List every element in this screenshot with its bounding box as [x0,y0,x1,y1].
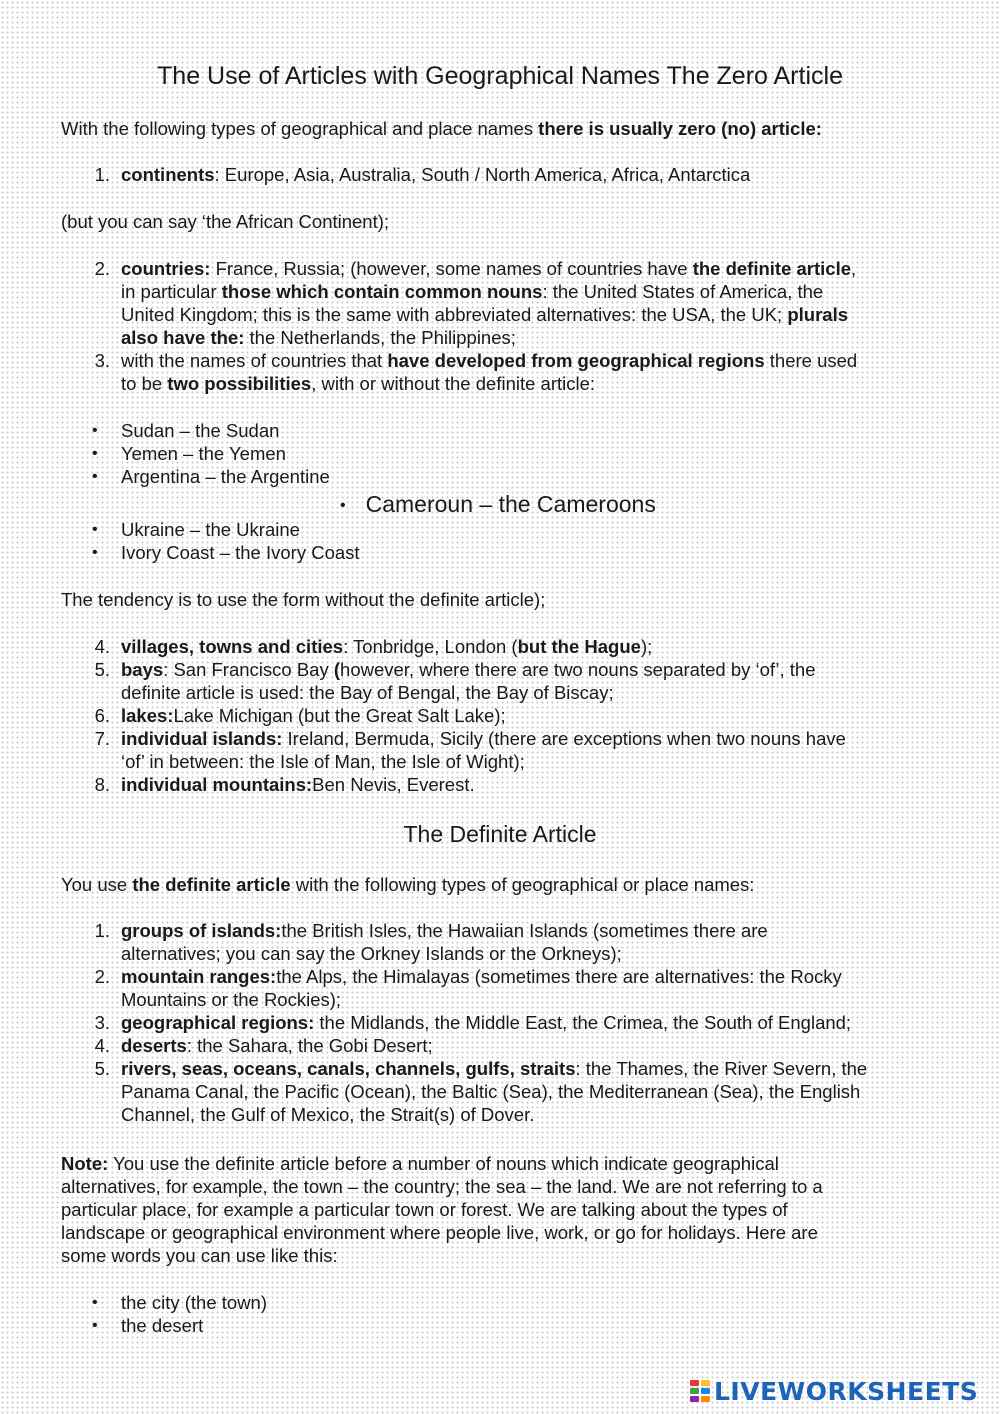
note-paragraph: (but you can say ‘the African Continent); [61,211,390,232]
list-number: 5. [94,1058,110,1079]
list-number: 1. [94,164,110,185]
logo-grid-icon [690,1380,710,1402]
list-item: bays: San Francisco Bay (however, where there are two nouns separated by ‘of’, the [121,659,816,680]
note-label: Note: [61,1153,109,1174]
list-number: 8. [94,774,110,795]
list-number: 3. [94,1012,110,1033]
note-line: Note: You use the definite article before a number of nouns which indicate geographical [61,1153,779,1174]
section-title: The Definite Article [403,821,597,847]
list-item: individual islands: Ireland, Bermuda, Sicily (there are exceptions when two nouns have [121,728,846,749]
list-number: 3. [94,350,110,371]
list-item: Sudan – the Sudan [121,420,280,441]
list-item-line: definite article is used: the Bay of Bengal, the Bay of Biscay; [121,682,614,703]
list-item: continents: Europe, Asia, Australia, South / North America, Africa, Antarctica [121,164,751,185]
bullet-icon: • [92,521,98,538]
list-item-line: United Kingdom; this is the same with abbreviated alternatives: the USA, the UK; plurals [121,304,849,325]
list-number: 5. [94,659,110,680]
list-item-line: Channel, the Gulf of Mexico, the Strait(s) of Dover. [121,1104,535,1125]
definite-intro-paragraph: You use the definite article with the following types of geographical or place names: [61,874,755,895]
page-title: The Use of Articles with Geographical Names The Zero Article [157,62,843,90]
note-line: alternatives, for example, the town – the country; the sea – the land. We are not referring to a [61,1176,823,1197]
list-number: 1. [94,920,110,941]
list-item: Argentina – the Argentine [121,466,330,487]
bullet-icon: • [340,497,346,514]
list-item-line: ‘of’ in between: the Isle of Man, the Isle of Wight); [121,751,525,772]
list-item-line: also have the: the Netherlands, the Philippines; [121,327,516,348]
list-item-line: in particular those which contain common nouns: the United States of America, the [121,281,824,302]
intro-paragraph [61,118,822,140]
list-item: the desert [121,1315,204,1336]
list-item: Ivory Coast – the Ivory Coast [121,542,360,563]
list-item-large: • Cameroun – the Cameroons [340,491,656,517]
list-number: 4. [94,1035,110,1056]
list-item: the city (the town) [121,1292,268,1313]
list-item-line: alternatives; you can say the Orkney Islands or the Orkneys); [121,943,622,964]
list-number: 7. [94,728,110,749]
bullet-icon: • [92,422,98,439]
bullet-icon: • [92,544,98,561]
list-item: lakes:Lake Michigan (but the Great Salt Lake); [121,705,506,726]
list-item-line: to be two possibilities, with or without the definite article: [121,373,596,394]
list-item: Yemen – the Yemen [121,443,286,464]
intro-text: With the following types of geographical and place names [61,118,539,139]
intro-bold: there is usually zero (no) article: [538,118,822,139]
list-item: countries: France, Russia; (however, some names of countries have the definite article, [121,258,857,279]
list-item-line: Mountains or the Rockies); [121,989,342,1010]
list-item: villages, towns and cities: Tonbridge, London (but the Hague); [121,636,653,657]
liveworksheets-logo[interactable] [690,1374,978,1408]
bullet-icon: • [92,468,98,485]
list-item: deserts: the Sahara, the Gobi Desert; [121,1035,433,1056]
bullet-icon: • [92,1317,98,1334]
logo-text: LIVEWORKSHEETS [714,1376,979,1406]
list-item: geographical regions: the Midlands, the Middle East, the Crimea, the South of England; [121,1012,852,1033]
list-item: Ukraine – the Ukraine [121,519,300,540]
list-number: 2. [94,258,110,279]
list-number: 2. [94,966,110,987]
list-item: mountain ranges:the Alps, the Himalayas (sometimes there are alternatives: the Rocky [121,966,842,987]
list-item: with the names of countries that have developed from geographical regions there used [121,350,858,371]
list-item: rivers, seas, oceans, canals, channels, gulfs, straits: the Thames, the River Severn, the [121,1058,868,1079]
list-number: 4. [94,636,110,657]
list-item: groups of islands:the British Isles, the Hawaiian Islands (sometimes there are [121,920,768,941]
note-line: particular place, for example a particular town or forest. We are talking about the types of [61,1199,788,1220]
bullet-icon: • [92,1294,98,1311]
list-item-line: Panama Canal, the Pacific (Ocean), the Baltic (Sea), the Mediterranean (Sea), the English [121,1081,861,1102]
bullet-icon: • [92,445,98,462]
list-item: individual mountains:Ben Nevis, Everest. [121,774,475,795]
tendency-paragraph: The tendency is to use the form without the definite article); [61,589,546,610]
note-line: some words you can use like this: [61,1245,338,1266]
list-number: 6. [94,705,110,726]
note-line: landscape or geographical environment where people live, work, or go for holidays. Here are [61,1222,818,1243]
